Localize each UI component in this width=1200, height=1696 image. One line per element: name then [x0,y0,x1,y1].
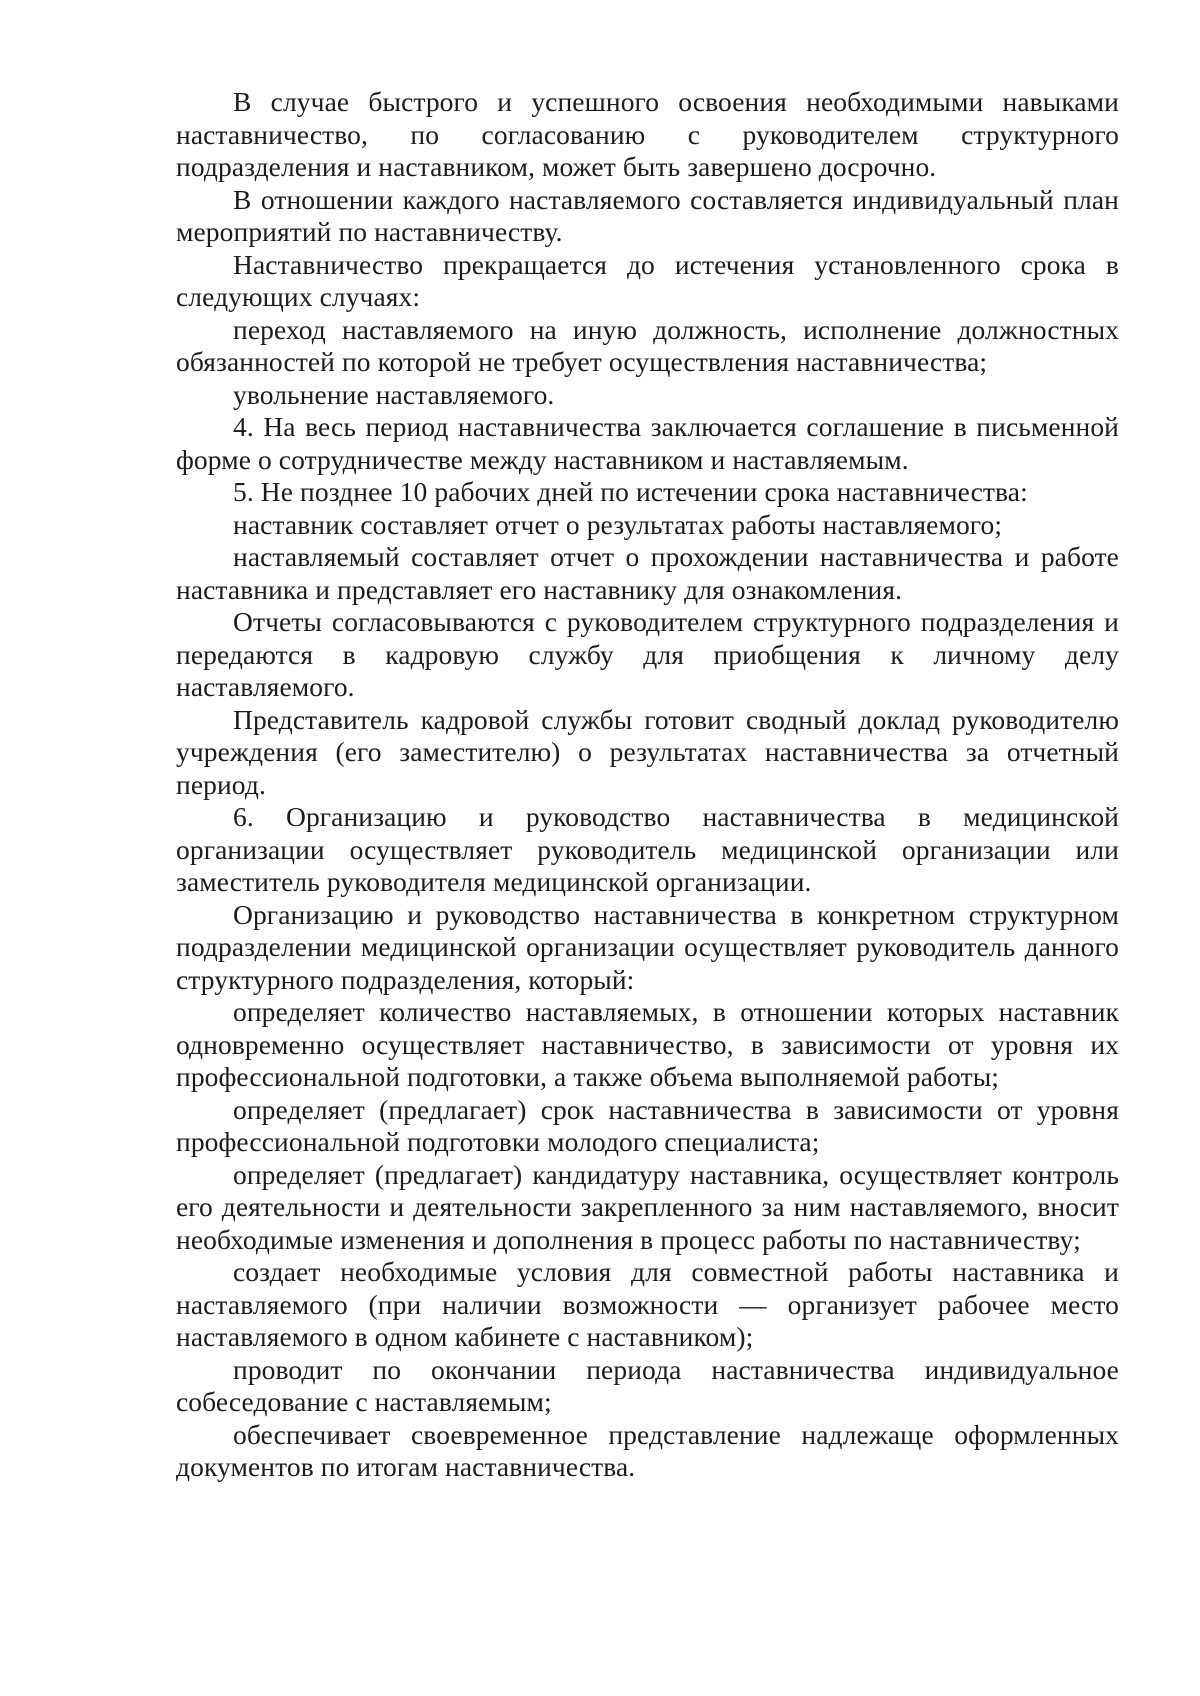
paragraph: Отчеты согласовываются с руководителем структурного подразделения и передаются в кадровую службу для приобщения к личному делу наставляемого. [176,606,1119,702]
paragraph: наставляемый составляет отчет о прохождении наставничества и работе наставника и представляет его наставнику для ознакомления. [176,541,1119,605]
paragraph: обеспечивает своевременное представление надлежаще оформленных документов по итогам наставничества. [176,1418,1119,1482]
paragraph: наставник составляет отчет о результатах работы наставляемого; [233,508,1003,540]
document-page [176,86,1119,1484]
paragraph: проводит по окончании периода наставничества индивидуальное собеседование с наставляемым; [176,1353,1119,1417]
paragraph: переход наставляемого на иную должность, исполнение должностных обязанностей по которой не требует осуществления наставничества; [176,313,1119,377]
paragraph: Организацию и руководство наставничества в конкретном структурном подразделении медицинской организации осуществляет руководитель данного структурного подразделения, который: [176,898,1119,995]
paragraph: 5. Не позднее 10 рабочих дней по истечении срока наставничества: [233,476,1028,507]
paragraph: Наставничество прекращается до истечения установленного срока в следующих случаях: [176,248,1119,312]
paragraph: увольнение наставляемого. [233,378,555,410]
paragraph: создает необходимые условия для совместной работы наставника и наставляемого (при наличии возможности — организует рабочее место наставляемого в одном кабинете с наставником); [176,1256,1119,1352]
paragraph: определяет (предлагает) кандидатуру наставника, осуществляет контроль его деятельности и деятельности закрепленного за ним наставляемого, вносит необходимые изменения и дополнения в процесс работы по наставничеству; [176,1158,1119,1255]
paragraph: определяет (предлагает) срок наставничества в зависимости от уровня профессиональной подготовки молодого специалиста; [176,1093,1119,1157]
paragraph: Представитель кадровой службы готовит сводный доклад руководителю учреждения (его заместителю) о результатах наставничества за отчетный период. [176,703,1119,800]
paragraph: В случае быстрого и успешного освоения необходимыми навыками наставничество, по согласованию с руководителем структурного подразделения и наставником, может быть завершено досрочно. [176,86,1119,182]
paragraph: В отношении каждого наставляемого составляется индивидуальный план мероприятий по наставничеству. [176,183,1119,247]
paragraph: 4. На весь период наставничества заключается соглашение в письменной форме о сотрудничестве между наставником и наставляемым. [176,411,1119,475]
paragraph: 6. Организацию и руководство наставничества в медицинской организации осуществляет руководитель медицинской организации или заместитель руководителя медицинской организации. [176,801,1119,897]
paragraph: определяет количество наставляемых, в отношении которых наставник одновременно осуществляет наставничество, в зависимости от уровня их профессиональной подготовки, а также объема выполняемой работы; [176,996,1119,1092]
